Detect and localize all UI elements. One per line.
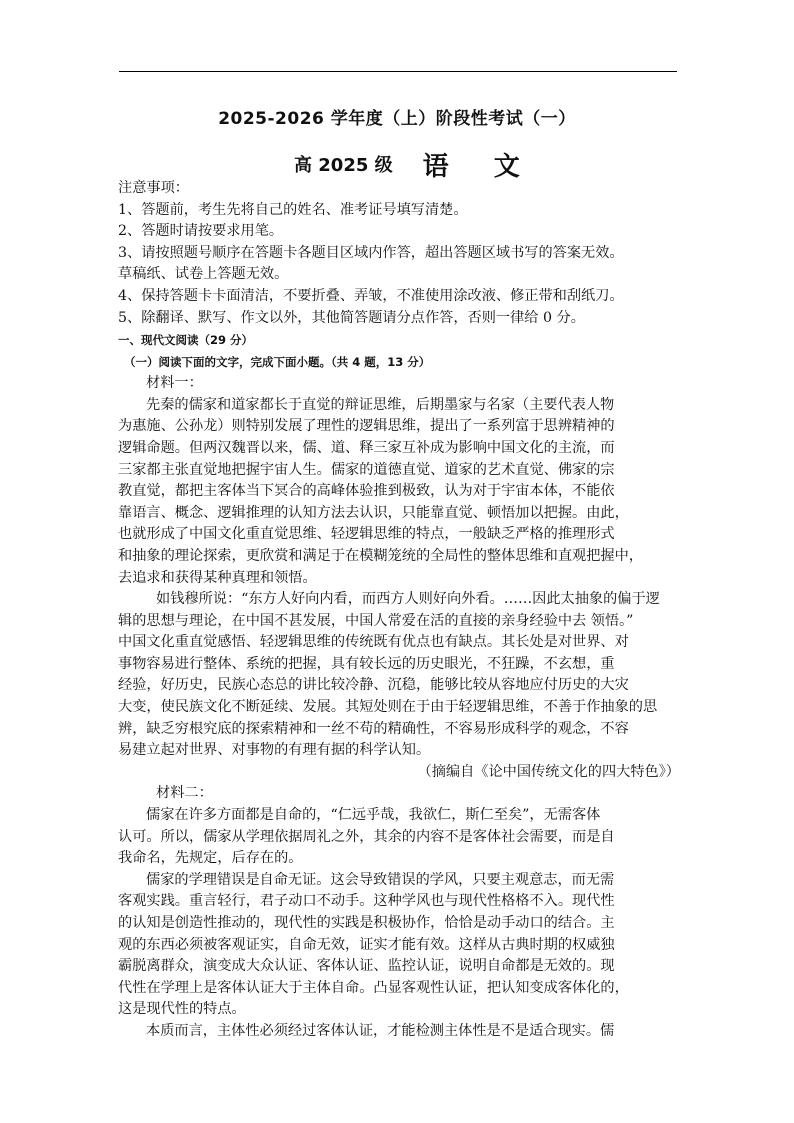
material-line: 为惠施、公孙龙）则特别发展了理性的逻辑思维，提出了一系列富于思辨精神的 [118, 418, 615, 435]
section-subheading: （一）阅读下面的文字，完成下面小题。（共 4 题，13 分） [124, 355, 431, 370]
exam-content [118, 178, 680, 1043]
material-line: 客观实践。重言轻行，君子动口不动手。这种学风也与现代性格格不入。现代性 [118, 893, 615, 910]
material-line: 教直觉，都把主客体当下冥合的高峰体验推到极致，认为对于宇宙本体，不能依 [118, 483, 615, 500]
material-label: 材料二： [156, 785, 213, 802]
material-line: 易建立起对世界、对事物的有理有据的科学认知。 [118, 742, 431, 759]
material-line: 儒家在许多方面都是自命的，“仁远乎哉，我欲仁，斯仁至矣”，无需客体 [146, 807, 601, 824]
material-line: 儒家的学理错误是自命无证。这会导致错误的学风，只要主观意志，而无需 [146, 871, 615, 888]
exam-grade: 高 2025 级 [294, 155, 393, 176]
material-line: 经验，好历史，民族心态总的讲比较冷静、沉稳，能够比较从容地应付历史的大灾 [118, 677, 629, 694]
material-line: 逻辑命题。但两汉魏晋以来，儒、道、释三家互补成为影响中国文化的主流，而 [118, 439, 615, 456]
section-heading: 一、现代文阅读（29 分） [118, 333, 254, 348]
material-line: 霸脱离群众，演变成大众认证、客体认证、监控认证，说明自命都是无效的。现 [118, 958, 615, 975]
note-item: 2、答题时请按要求用笔。 [118, 223, 284, 240]
material-line: 三家都主张直觉地把握宇宙人生。儒家的道德直觉、道家的艺术直觉、佛家的宗 [118, 461, 615, 478]
header-rule [119, 71, 677, 72]
note-item: 4、保持答题卡卡面清洁，不要折叠、弄皱，不准使用涂改液、修正带和刮纸刀。 [118, 287, 624, 304]
note-item: 3、请按照题号顺序在答题卡各题目区域内作答，超出答题区域书写的答案无效。 [118, 244, 624, 261]
material-line: 和抽象的理论探索，更欣赏和满足于在模糊笼统的全局性的整体思维和直观把握中， [118, 547, 643, 564]
material-line: 的认知是创造性推动的，现代性的实践是积极协作，恰恰是动手动口的结合。主 [118, 915, 615, 931]
exam-title: 2025-2026 学年度（上）阶段性考试（一） [218, 109, 576, 129]
material-label: 材料一： [146, 375, 203, 392]
material-source: （摘编自《论中国传统文化的四大特色》） [417, 763, 680, 780]
material-line: 先秦的儒家和道家都长于直觉的辩证思维，后期墨家与名家（主要代表人物 [146, 396, 615, 413]
material-line: 辑的思想与理论，在中国不甚发展，中国人常爱在活的直接的亲身经验中去 领悟。” [118, 612, 634, 629]
exam-subject: 语 文 [422, 152, 538, 182]
notes-heading: 注意事项： [118, 180, 189, 196]
material-line: 也就形成了中国文化重直觉思维、轻逻辑思维的特点，一般缺乏严格的推理形式 [118, 526, 615, 543]
note-item: 5、除翻译、默写、作文以外，其他简答题请分点作答，否则一律给 0 分。 [118, 309, 585, 326]
material-line: 事物容易进行整体、系统的把握，具有较长远的历史眼光，不狂躁，不玄想，重 [118, 655, 615, 672]
note-item: 1、答题前，考生先将自己的姓名、准考证号填写清楚。 [118, 201, 468, 218]
material-line: 靠语言、概念、逻辑推理的认知方法去认识，只能靠直觉、顿悟加以把握。由此， [118, 504, 629, 521]
material-line: 代性在学理上是客体认证大于主体自命。凸显客观性认证，把认知变成客体化的， [118, 979, 629, 996]
material-line: 中国文化重直觉感悟、轻逻辑思维的传统既有优点也有缺点。其长处是对世界、对 [118, 634, 629, 651]
material-line: 如钱穆所说：“东方人好向内看，而西方人则好向外看。……因此太抽象的偏于逻 [156, 591, 660, 608]
material-line: 认可。所以，儒家从学理依据周礼之外，其余的内容不是客体社会需要，而是自 [118, 828, 615, 845]
material-line: 我命名，先规定，后存在的。 [118, 850, 303, 867]
material-line: 观的东西必须被客观证实，自命无效，证实才能有效。这样从古典时期的权威独 [118, 936, 615, 953]
material-line: 这是现代性的特点。 [118, 1001, 246, 1018]
material-line: 去追求和获得某种真理和领悟。 [118, 569, 317, 586]
note-item: 草稿纸、试卷上答题无效。 [118, 266, 289, 283]
material-line: 辨，缺乏穷根究底的探索精神和一丝不苟的精确性，不容易形成科学的观念，不容 [118, 720, 629, 737]
material-line: 大变，使民族文化不断延续、发展。其短处则在于由于轻逻辑思维，不善于作抽象的思 [118, 699, 658, 716]
material-line: 本质而言，主体性必须经过客体认证，才能检测主体性是不是适合现实。儒 [146, 1022, 615, 1039]
